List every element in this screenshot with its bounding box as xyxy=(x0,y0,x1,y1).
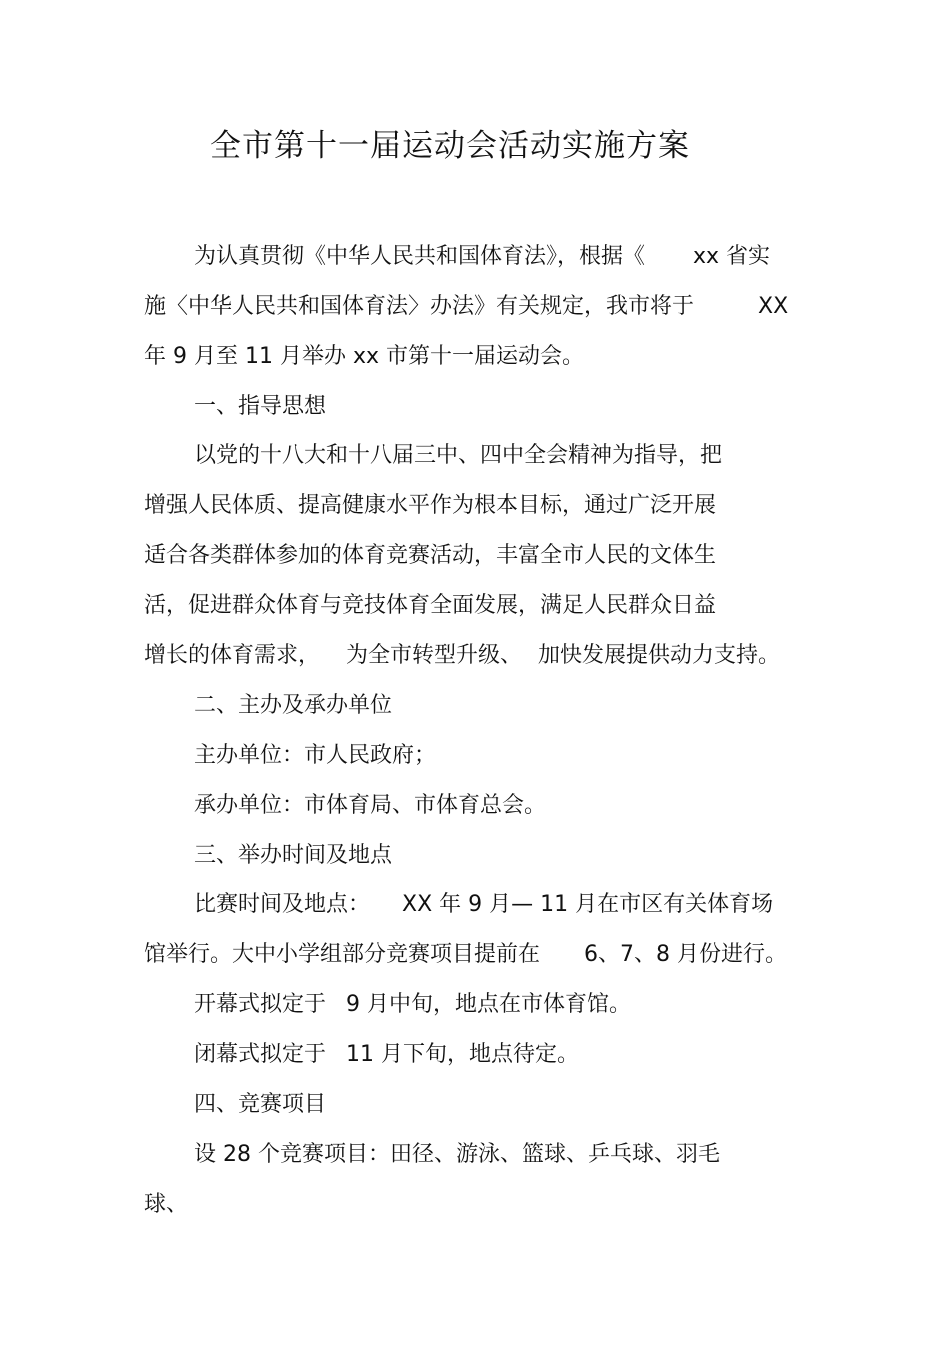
line-text: 年 9 月至 11 月举办 xx 市第十一届运动会。 xyxy=(144,344,584,369)
line-text: 适合各类群体参加的体育竞赛活动，丰富全市人民的文体生 xyxy=(144,543,717,568)
line-text: 以党的十八大和十八届三中、四中全会精神为指导，把 xyxy=(194,443,723,468)
line-text: 承办单位：市体育局、市体育总会。 xyxy=(194,793,547,818)
line-text: 四、竞赛项目 xyxy=(194,1092,327,1117)
line-text: 设 28 个竞赛项目：田径、游泳、篮球、乒乓球、羽毛 xyxy=(194,1142,720,1167)
body-line xyxy=(144,641,780,671)
body-line xyxy=(144,591,716,621)
line-text: 比赛时间及地点： xyxy=(194,892,371,917)
line-text: 三、举办时间及地点 xyxy=(194,843,393,868)
body-line xyxy=(194,791,546,821)
line-text: 11 月下旬，地点待定。 xyxy=(346,1042,580,1067)
line-text: 一、指导思想 xyxy=(194,394,327,419)
body-line xyxy=(194,1040,579,1070)
line-text: 6、7、8 月份进行。 xyxy=(584,942,788,967)
body-line xyxy=(144,491,716,521)
line-text: XX 年 9 月— 11 月在市区有关体育场 xyxy=(402,892,774,917)
line-text: 主办单位：市人民政府； xyxy=(194,743,437,768)
line-text: 9 月中旬，地点在市体育馆。 xyxy=(346,992,632,1017)
line-text: 馆举行。大中小学组部分竞赛项目提前在 xyxy=(144,942,541,967)
line-text: 球、 xyxy=(144,1192,189,1217)
line-text: 为认真贯彻《中华人民共和国体育法》，根据《 xyxy=(194,244,646,269)
document-title: 全市第十一届运动会活动实施方案 xyxy=(210,128,690,164)
body-line xyxy=(194,392,326,422)
body-line xyxy=(194,1090,326,1120)
body-line xyxy=(144,940,787,970)
line-text: 开幕式拟定于 xyxy=(194,992,327,1017)
body-line xyxy=(144,1190,188,1220)
line-text: 增强人民体质、提高健康水平作为根本目标，通过广泛开展 xyxy=(144,493,717,518)
line-text: 二、主办及承办单位 xyxy=(194,693,393,718)
body-line xyxy=(194,841,392,871)
body-line xyxy=(194,990,631,1020)
body-line xyxy=(194,890,773,920)
body-line xyxy=(194,441,722,471)
body-line xyxy=(194,691,392,721)
body-line xyxy=(194,1140,720,1170)
line-text: xx 省实 xyxy=(693,244,771,269)
line-text: 加快发展提供动力支持。 xyxy=(538,643,781,668)
line-text: 增长的体育需求， xyxy=(144,643,321,668)
line-text: 活，促进群众体育与竞技体育全面发展，满足人民群众日益 xyxy=(144,593,717,618)
line-text: 闭幕式拟定于 xyxy=(194,1042,327,1067)
line-text: 为全市转型升级、 xyxy=(346,643,523,668)
body-line xyxy=(194,741,436,771)
body-line xyxy=(144,342,584,372)
body-line xyxy=(194,242,770,272)
line-text: XX xyxy=(758,294,789,319)
body-line xyxy=(144,292,788,322)
body-line xyxy=(144,541,716,571)
line-text: 施〈中华人民共和国体育法〉办法》有关规定，我市将于 xyxy=(144,294,695,319)
